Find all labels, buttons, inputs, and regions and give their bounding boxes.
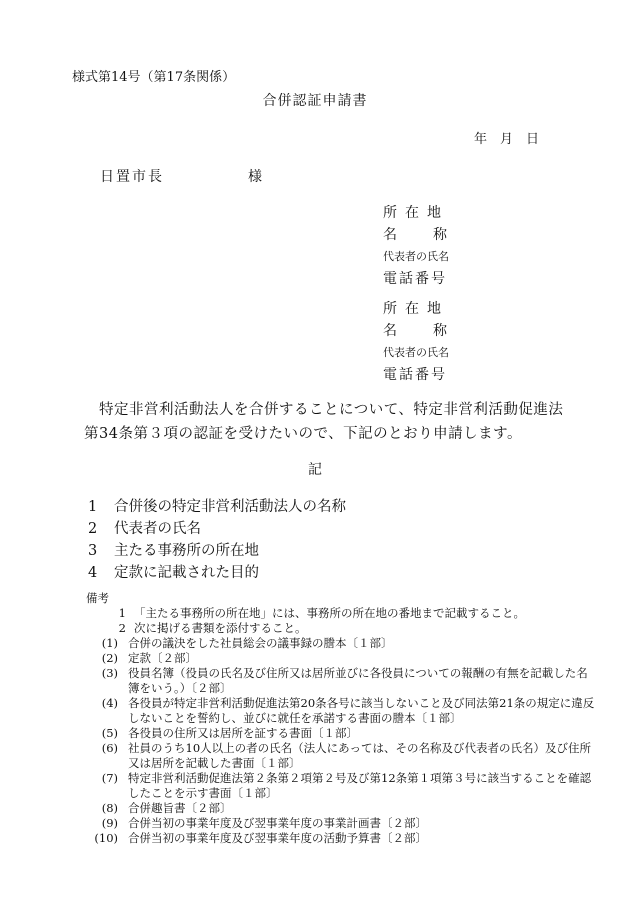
- item-text: 主たる事務所の所在地: [114, 543, 259, 559]
- list-item: [88, 518, 346, 540]
- attachment-item: [78, 741, 598, 771]
- item-number: 3: [88, 543, 98, 559]
- attachment-number: (2): [101, 651, 118, 665]
- item-text: 代表者の氏名: [114, 521, 201, 537]
- item-number: 1: [88, 499, 98, 515]
- attachment-number: (4): [101, 696, 118, 710]
- applicant-block-2: [383, 298, 483, 386]
- attachment-number: (9): [101, 816, 118, 830]
- note-text: 次に掲げる書類を添付すること。: [134, 621, 307, 635]
- note-number: 1: [118, 606, 126, 620]
- attachment-item: [78, 831, 598, 846]
- attachment-item: [78, 816, 598, 831]
- attachment-number: (10): [94, 831, 118, 845]
- attachment-number: (6): [101, 741, 118, 755]
- date-line: 年 月 日: [474, 132, 540, 147]
- attachment-text: 各役員が特定非営利活動促進法第20条各号に該当しないこと及び同法第21条の規定に違反しないことを誓約し、並びに就任を承諾する書面の謄本〔１部〕: [128, 696, 595, 725]
- honorific: 様: [248, 169, 262, 185]
- list-item: [88, 540, 346, 562]
- document-title: 合併認証申請書: [262, 93, 368, 109]
- attachment-text: 合併当初の事業年度及び翌事業年度の事業計画書〔２部〕: [128, 816, 427, 830]
- attachment-number: (7): [101, 771, 118, 785]
- attachment-item: [78, 636, 598, 651]
- representative-label: 代表者の氏名: [383, 346, 449, 359]
- list-item: [88, 496, 346, 518]
- note-1: [78, 606, 598, 621]
- ki-heading: 記: [308, 462, 322, 478]
- address-label: 所在地: [383, 205, 449, 221]
- name-label: 名称: [383, 227, 483, 243]
- statement-line-1: 特定非営利活動法人を合併することについて、特定非営利活動促進法: [99, 402, 564, 418]
- attachment-text: 特定非営利活動促進法第２条第２項第２号及び第12条第１項第３号に該当することを確認したことを示す書面〔１部〕: [128, 771, 592, 800]
- statement-line-2: 第34条第３項の認証を受けたいので、下記のとおり申請します。: [84, 426, 522, 442]
- attachment-number: (1): [101, 636, 118, 650]
- notes-title: 備考: [86, 591, 109, 605]
- attachment-text: 役員名簿（役員の氏名及び住所又は居所並びに各役員についての報酬の有無を記載した名簿をいう。）〔２部〕: [128, 666, 588, 695]
- phone-label: 電話番号: [383, 271, 447, 287]
- form-number: 様式第14号（第17条関係）: [72, 70, 236, 85]
- item-list: [88, 496, 346, 584]
- attachment-text: 定款〔２部〕: [128, 651, 197, 665]
- list-item: [88, 562, 346, 584]
- item-text: 定款に記載された目的: [114, 565, 259, 581]
- attachment-number: (8): [101, 801, 118, 815]
- attachment-text: 社員のうち10人以上の者の氏名（法人にあっては、その名称及び代表者の氏名）及び住所又は居所を記載した書面〔１部〕: [128, 741, 592, 770]
- attachment-item: [78, 771, 598, 801]
- notes-section: [78, 606, 598, 846]
- note-2: [78, 621, 598, 636]
- request-statement: [84, 398, 574, 446]
- note-number: 2: [118, 621, 126, 635]
- name-label: 名称: [383, 323, 483, 339]
- attachment-item: [78, 651, 598, 666]
- representative-label: 代表者の氏名: [383, 250, 449, 263]
- attachment-text: 合併の議決をした社員総会の議事録の謄本〔１部〕: [128, 636, 393, 650]
- item-number: 4: [88, 565, 98, 581]
- item-text: 合併後の特定非営利活動法人の名称: [114, 499, 346, 515]
- applicant-block-1: [383, 202, 483, 290]
- item-number: 2: [88, 521, 98, 537]
- attachment-item: [78, 666, 598, 696]
- attachment-number: (3): [101, 666, 118, 680]
- attachment-item: [78, 726, 598, 741]
- attachment-text: 合併趣旨書〔２部〕: [128, 801, 232, 815]
- attachment-text: 合併当初の事業年度及び翌事業年度の活動予算書〔２部〕: [128, 831, 427, 845]
- addressee: 日置市長: [100, 169, 164, 185]
- address-label: 所在地: [383, 301, 449, 317]
- attachment-text: 各役員の住所又は居所を証する書面〔１部〕: [128, 726, 358, 740]
- attachment-item: [78, 696, 598, 726]
- attachment-item: [78, 801, 598, 816]
- note-text: 「主たる事務所の所在地」には、事務所の所在地の番地まで記載すること。: [134, 606, 525, 620]
- phone-label: 電話番号: [383, 367, 447, 383]
- attachment-number: (5): [101, 726, 118, 740]
